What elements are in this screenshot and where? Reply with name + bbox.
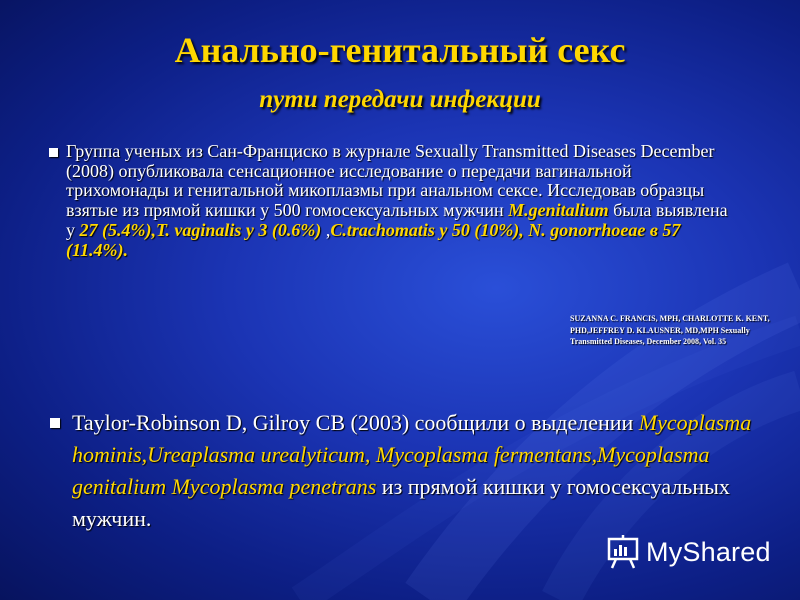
- paragraph-study: [66, 142, 736, 260]
- p2-text-1: Taylor-Robinson D, Gilroy CB (2003) сообщили о выделении: [72, 410, 639, 435]
- paragraph-taylor-robinson: [72, 407, 762, 535]
- slide-subtitle: пути передачи инфекции: [259, 86, 541, 113]
- p1-text-3: была выявлена у: [66, 200, 728, 240]
- slide-title: Анально-генитальный секс: [174, 30, 626, 70]
- bullet-2-icon: [50, 418, 60, 428]
- myshared-logo[interactable]: [606, 532, 771, 572]
- p1-text-1: Группа ученых из Сан-Франциско в журнале Sexually Transmitted Diseases December (2008) опубликовала сенсационное исследование о передачи вагинальной трихомонады и генитальной микоплазмы при анальном сексе. Исследовав образцы взятые из прямой кишки у 500 гомосексуальных мужчин: [66, 141, 715, 221]
- p1-organism-mgenitalium: M.genitalium: [508, 200, 609, 221]
- p2-organisms: Mycoplasma hominis,Ureaplasma urealyticum, Mycoplasma fermentans,Mycoplasma genitalium Mycoplasma penetrans: [72, 410, 752, 499]
- p2-text-3: из прямой кишки у гомосексуальных мужчин.: [72, 474, 730, 531]
- p1-results-1: 27 (5.4%),T. vaginalis у 3 (0.6%): [79, 219, 322, 240]
- p1-results-2: C.trachomatis у 50 (10%), N. gonorrhoeae в 57 (11.4%).: [66, 219, 681, 260]
- reference-citation: SUZANNA C. FRANCIS, MPH, CHARLOTTE K. KENT, PHD,JEFFREY D. KLAUSNER, MD,MPH Sexually Transmitted Diseases, December 2008, Vol. 35: [570, 314, 770, 346]
- logo-text: MyShared: [646, 536, 771, 567]
- bullet-1-icon: [49, 148, 58, 157]
- presentation-board-icon: [606, 534, 640, 570]
- p1-text-5: ,: [321, 219, 331, 240]
